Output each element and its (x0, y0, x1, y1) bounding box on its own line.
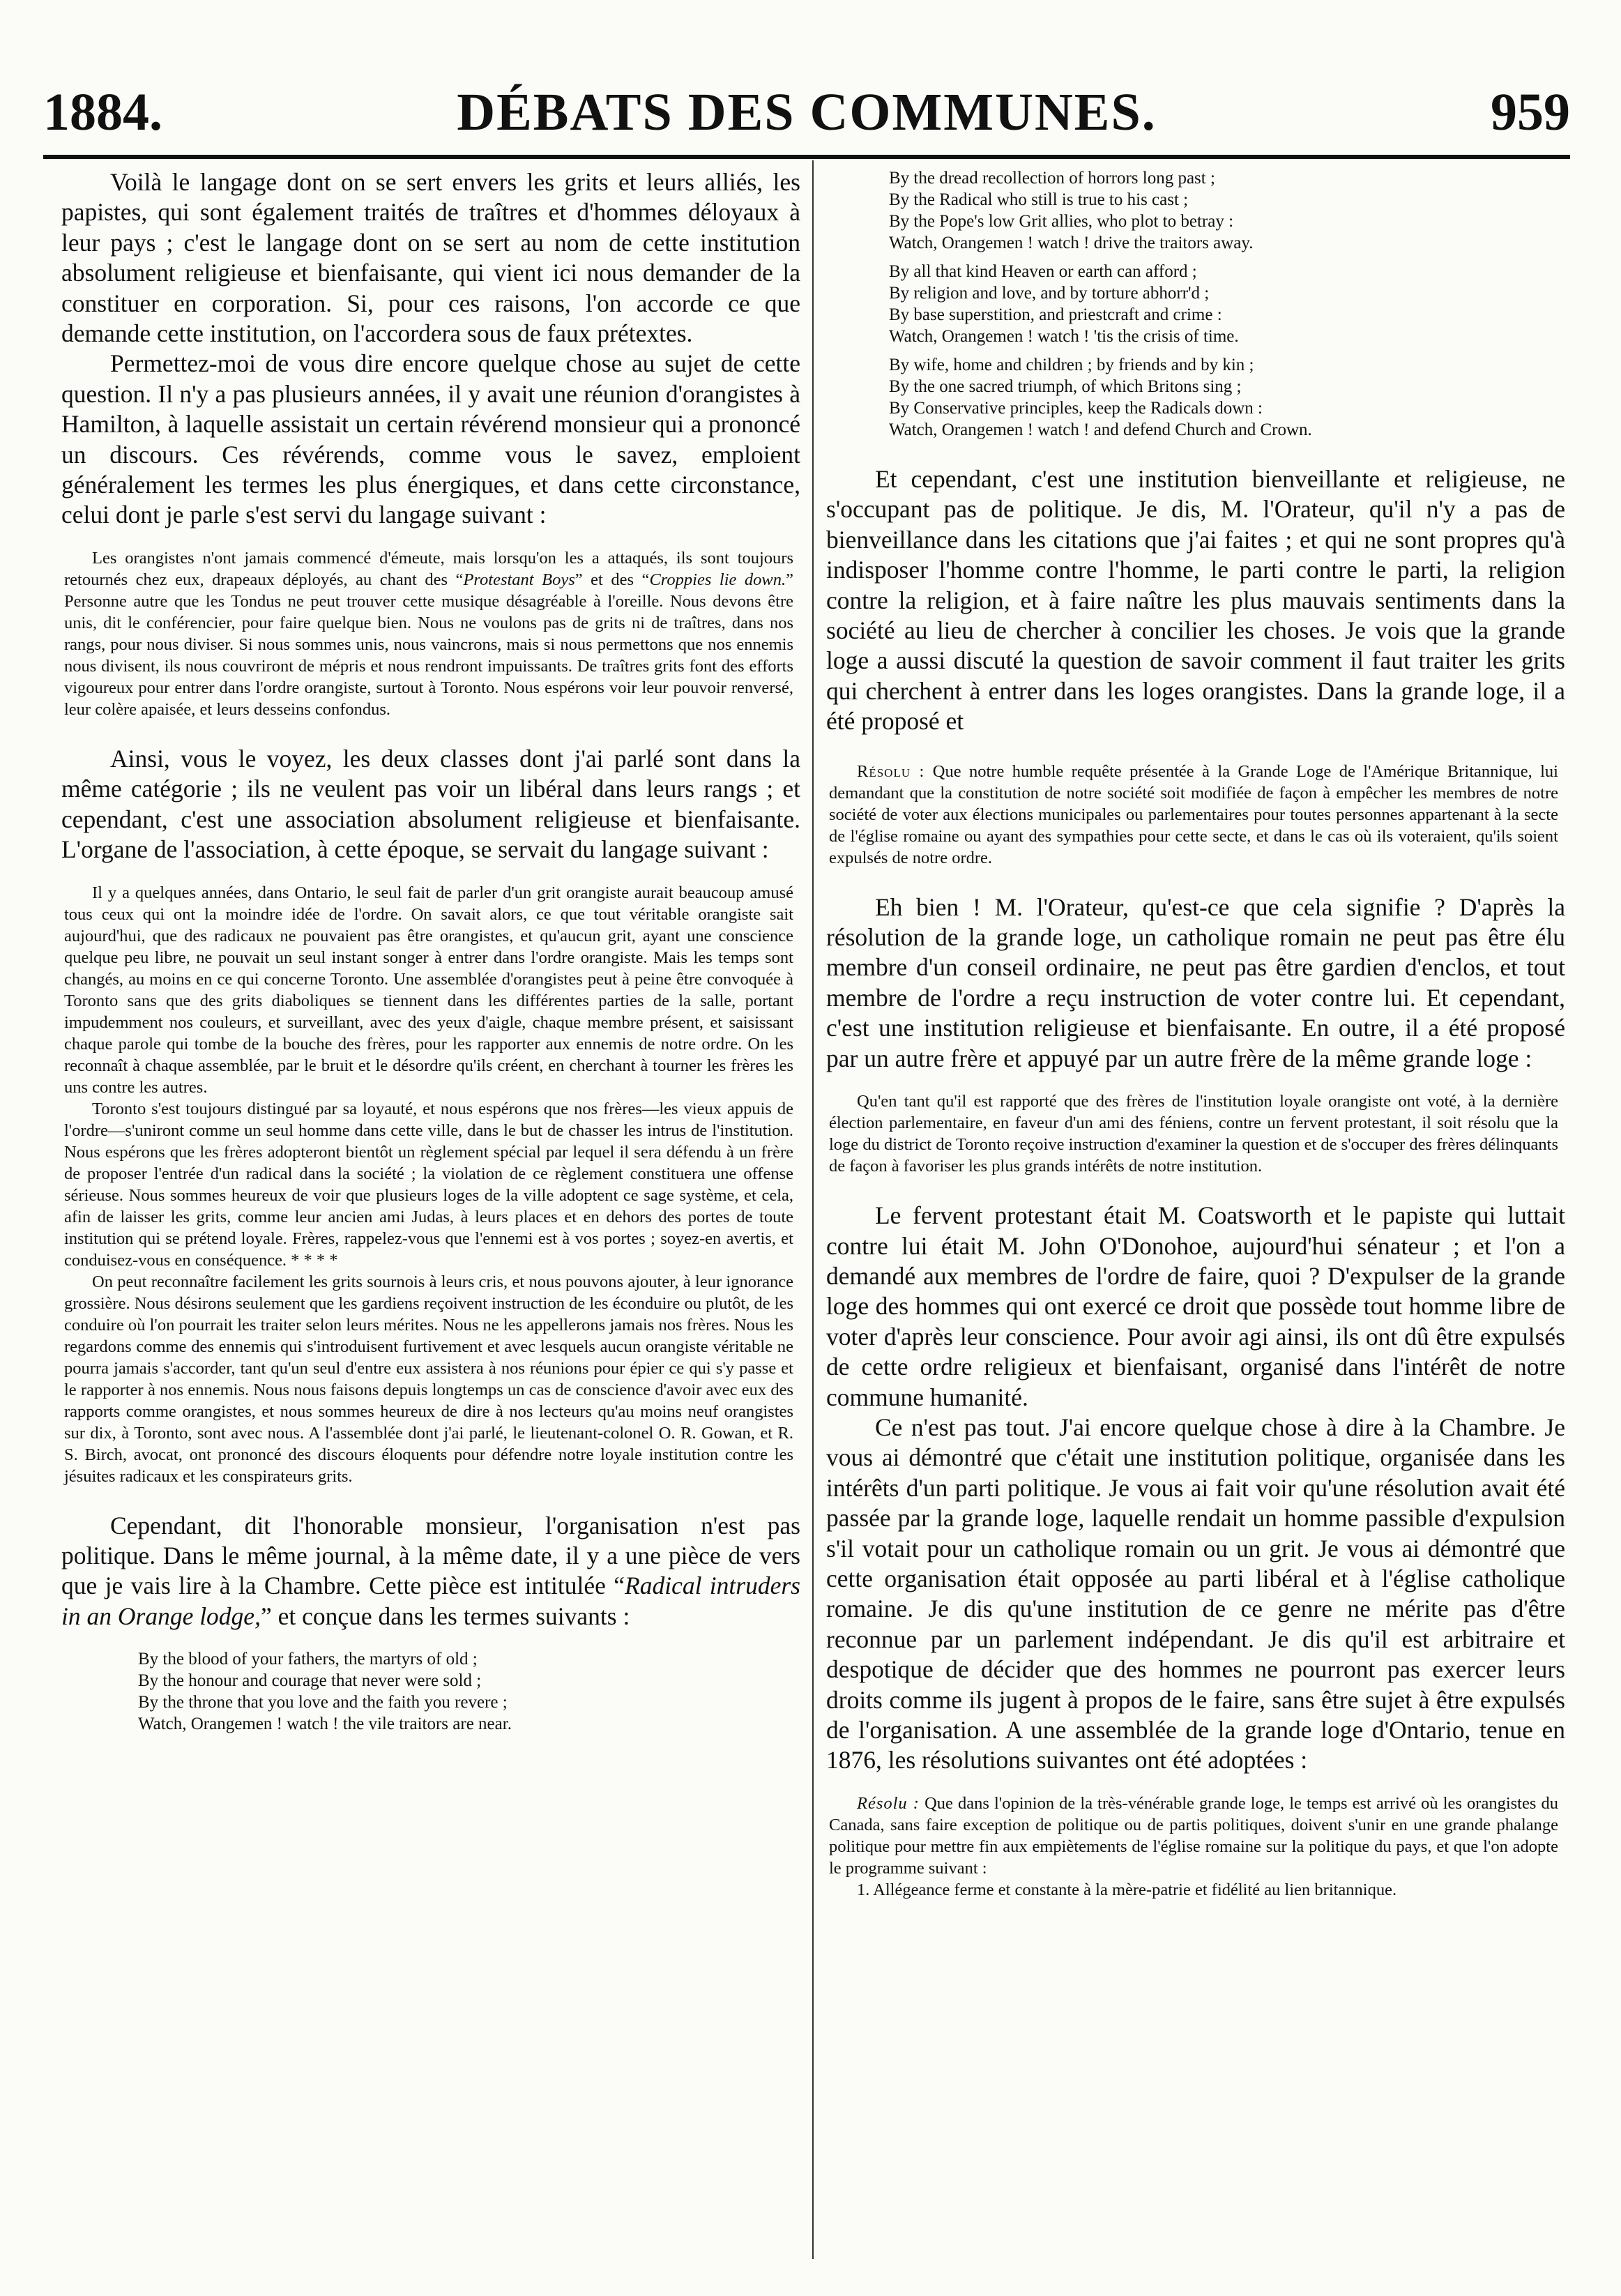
song-title: Croppies lie down. (649, 570, 786, 589)
resolution-item: 1. Allégeance ferme et constante à la mère-patrie et fidélité au lien britannique. (857, 1880, 1397, 1899)
paragraph: Eh bien ! M. l'Orateur, qu'est-ce que cela signifie ? D'après la résolution de la grande loge, un catholique romain ne peut pas être élu membre d'un conseil ordinaire, ne peut pas être gardien d'enclos, et tout membre de l'ordre a reçu instruction de voter contre lui. Et cependant, c'est une institution religieuse et bienfaisante. En outre, il a été proposé par un autre frère et appuyé par un autre frère de la même grande loge : (826, 892, 1565, 1072)
verse-line: Watch, Orangemen ! watch ! and defend Church and Crown. (889, 420, 1312, 439)
quotation: On peut reconnaître facilement les grits sournois à leurs cris, et nous pouvons ajouter, à leur ignorance grossière. Nous désirons seulement que les gardiens reçoivent instruction de les éconduire ou plutôt, de les conduire où l'on pourrait les traiter selon leurs mérites. Nous ne les appellerons jamais nos frères. Nous les regardons comme des ennemis qui s'introduisent furtivement et avec lesquels aucun orangiste véritable ne pourra jamais s'accorder, tant qu'un seul d'entre eux assistera à nos réunions pour épier ce qui s'y passe et le rapporter à nos ennemis. Nous nous faisons depuis longtemps un cas de conscience d'avoir avec eux des rapports comme orangistes, et nous sommes heureux de dire à nos lecteurs qu'au moins neuf orangistes sur dix, à Toronto, sont avec nous. A l'assemblée dont j'ai parlé, le lieutenant-colonel O. R. Gowan, et R. S. Birch, avocat, ont prononcé des discours éloquents pour défendre notre loyale institution contre les jésuites radicaux et les conspirateurs grits. (64, 1272, 793, 1486)
verse-line: Watch, Orangemen ! watch ! the vile traitors are near. (138, 1715, 512, 1734)
verse-line: By Conservative principles, keep the Radicals down : (889, 399, 1263, 418)
verse-line: By the throne that you love and the faith you revere ; (138, 1693, 508, 1712)
resolution-label: Résolu : (857, 1793, 920, 1813)
verse-line: By the dread recollection of horrors long past ; (889, 169, 1215, 188)
verse-line: By all that kind Heaven or earth can afford ; (889, 262, 1197, 281)
paragraph: Permettez-moi de vous dire encore quelque chose au sujet de cette question. Il n'y a pas plusieurs années, il y avait une réunion d'orangistes à Hamilton, à laquelle assistait un certain révérend monsieur qui a prononcé un discours. Ces révérends, comme vous le savez, emploient généralement les termes les plus énergiques, et dans cette circonstance, celui dont je parle s'est servi du langage suivant : (61, 349, 800, 529)
verse-line: Watch, Orangemen ! watch ! drive the traitors away. (889, 234, 1254, 252)
page-header (43, 82, 1570, 152)
verse-line: By the blood of your fathers, the martyrs of old ; (138, 1650, 478, 1669)
verse-line: Watch, Orangemen ! watch ! 'tis the crisis of time. (889, 327, 1239, 346)
verse-line: By base superstition, and priestcraft and crime : (889, 305, 1222, 324)
right-column (826, 167, 1565, 1901)
resolution: Résolu : Que dans l'opinion de la très-vénérable grande loge, le temps est arrivé où les orangistes du Canada, sans faire exception de politique ou de partis politiques, doivent s'unir en une grande phalange politique pour mettre fin aux empiètements de l'église romaine sur la politique du pays, et que l'on adopte le programme suivant : (829, 1793, 1559, 1878)
paragraph: Voilà le langage dont on se sert envers les grits et leurs alliés, les papistes, qui sont également traités de traîtres et d'hommes déloyaux à leur pays ; c'est le langage dont on se sert au nom de cette institution absolument religieuse et bienfaisante, qui vient ici nous demander de la constituer en corporation. Si, pour ces raisons, l'on accorde ce que demande cette institution, on l'accordera sous de faux prétextes. (61, 168, 800, 348)
resolution-label: Résolu : (857, 761, 925, 781)
quotation: Toronto s'est toujours distingué par sa loyauté, et nous espérons que nos frères—les vieux appuis de l'ordre—s'uniront comme un seul homme dans cette ville, dans le but de chasser les intrus de l'institution. Nous espérons que les frères adopteront bientôt un règlement spécial par lequel il sera défendu à un frère de proposer l'entrée d'un radical dans la société ; la violation de ce règlement constituera une offense sérieuse. Nous sommes heureux de voir que plusieurs loges de la ville adoptent ce sage système, et cela, afin de laisser les grits, comme leur ancien ami Judas, à leurs places et en dehors des portes de toute institution qui se prétend loyale. Frères, rappelez-vous que l'ennemi est à vos portes ; soyez-en avertis, et conduisez-vous en conséquence. * * * * (64, 1099, 793, 1270)
paragraph: Et cependant, c'est une institution bienveillante et religieuse, ne s'occupant pas de politique. Je dis, M. l'Orateur, qu'il n'y a pas de bienveillance dans les citations que j'ai faites ; et qui ne sont propres qu'à indisposer l'homme contre l'homme, le parti contre le parti, la religion contre la religion, et à faire naître les plus mauvais sentiments dans la société au lieu de chercher à concilier les choses. Je vois que la grande loge a aussi discuté la question de savoir comment il faut traiter les grits qui cherchent à entrer dans les loges orangistes. Dans la grande loge, il a été proposé et (826, 465, 1565, 736)
verse-stanza (61, 1648, 800, 1735)
verse-stanza (826, 261, 1565, 347)
verse-stanza (826, 167, 1565, 254)
header-year: 1884. (43, 83, 162, 142)
verse-line: By the honour and courage that never were sold ; (138, 1671, 482, 1691)
header-title: DÉBATS DES COMMUNES. (457, 83, 1157, 142)
verse-line: By the Radical who still is true to his cast ; (889, 190, 1189, 209)
verse-line: By religion and love, and by torture abhorr'd ; (889, 284, 1210, 303)
verse-line: By wife, home and children ; by friends and by kin ; (889, 356, 1254, 374)
paragraph: Ce n'est pas tout. J'ai encore quelque chose à dire à la Chambre. Je vous ai démontré que c'était une institution politique, organisée dans les intérêts d'un parti politique. Je vous ai fait voir qu'une résolution avait été passée par la grande loge, laquelle rendait un homme passible d'expulsion s'il votait pour un catholique romain ou un grit. Je vous ai démontré que cette organisation était opposée au parti libéral et à l'église catholique romaine. Je dis qu'une institution de ce genre ne mérite pas d'être reconnue par un parlement indépendant. Je dis qu'il est arbitraire et despotique de décider que des hommes ne pourront pas exercer leurs droits comme ils jugent à propos de le faire, sans être sujet à être expulsés de l'organisation. A une assemblée de la grande loge d'Ontario, tenue en 1876, les résolutions suivantes ont été adoptées : (826, 1413, 1565, 1774)
song-title: Protestant Boys (463, 570, 575, 589)
paragraph: Cependant, dit l'honorable monsieur, l'organisation n'est pas politique. Dans le même journal, à la même date, il y a une pièce de vers que je vais lire à la Chambre. Cette pièce est intitulée “Radical intruders in an Orange lodge,” et conçue dans les termes suivants : (61, 1511, 800, 1630)
resolution: Résolu : Que notre humble requête présentée à la Grande Loge de l'Amérique Britannique, lui demandant que la constitution de notre société soit modifiée de façon à empêcher les membres de notre société de voter aux élections municipales ou parlementaires pour toutes personnes appartenant à la secte de l'église romaine ou ayant des sympathies pour cette secte, et dans le cas où ils voteraient, qu'ils soient expulsés de notre ordre. (829, 761, 1558, 867)
quotation: Qu'en tant qu'il est rapporté que des frères de l'institution loyale orangiste ont voté, à la dernière élection parlementaire, en faveur d'un ami des féniens, contre un fervent protestant, il soit résolu que la loge du district de Toronto reçoive instruction d'examiner la question et de s'occuper des frères délinquants de façon à favoriser les plus grands intérêts de notre institution. (829, 1092, 1558, 1176)
column-divider (812, 160, 814, 2259)
verse-line: By the Pope's low Grit allies, who plot to betray : (889, 212, 1234, 231)
paragraph: Le fervent protestant était M. Coatsworth et le papiste qui luttait contre lui était M. John O'Donohoe, aujourd'hui sénateur ; et l'on a demandé aux membres de l'ordre de faire, quoi ? D'expulser de la grande loge des hommes qui ont exercé ce droit que possède tout homme libre de voter d'après leur conscience. Pour avoir agi ainsi, ils ont dû être expulsés de cette ordre religieux et bienfaisant, organisé dans l'intérêt de notre commune humanité. (826, 1201, 1565, 1411)
page-number: 959 (1491, 83, 1570, 142)
header-rule (43, 155, 1570, 159)
quotation: Il y a quelques années, dans Ontario, le seul fait de parler d'un grit orangiste aurait beaucoup amusé tous ceux qui ont la moindre idée de l'ordre. On savait alors, ce que tout véritable orangiste sait aujourd'hui, que des radicaux ne pouvaient pas être orangistes, et qu'aucun grit, ayant une conscience quelque peu libre, ne pouvait un seul instant songer à entrer dans l'ordre orangiste. Mais les temps sont changés, au moins en ce qui concerne Toronto. Une assemblée d'orangistes peut à peine être convoquée à Toronto sans que des grits diaboliques se tiennent dans les différentes parties de la salle, portant impudemment nos couleurs, et surveillant, avec des yeux d'aigle, chaque membre présent, et saisissant chaque parole qui tombe de la bouche des frères, pour les rapporter aux ennemis de notre ordre. On les reconnaît à chaque assemblée, par le bruit et le désordre qu'ils créent, en cherchant à tourner les frères les uns contre les autres. (64, 883, 793, 1097)
verse-line: By the one sacred triumph, of which Britons sing ; (889, 377, 1242, 396)
poem-title: Radical intruders in an Orange lodge, (61, 1572, 800, 1630)
verse-stanza (826, 354, 1565, 441)
quotation: Les orangistes n'ont jamais commencé d'émeute, mais lorsqu'on les a attaqués, ils sont toujours retournés chez eux, drapeaux déployés, au chant des “Protestant Boys” et des “Croppies lie down.” Personne autre que les Tondus ne peut trouver cette musique désagréable à l'oreille. Nous devons être unis, dit le conférencier, pour faire quelque bien. Nous ne voulons pas de grits ni de traîtres, dans nos rangs, pour nous diviser. Si nous sommes unis, nous vaincrons, mais si nous permettons que nos ennemis nous divisent, ils nous couvriront de mépris et nous rendront impuissants. De traîtres grits font des efforts vigoureux pour entrer dans l'ordre orangiste, surtout à Toronto. Nous espérons voir leur pouvoir renversé, leur colère apaisée, et leurs desseins confondus. (64, 548, 793, 719)
left-column (61, 167, 800, 1742)
paragraph: Ainsi, vous le voyez, les deux classes dont j'ai parlé sont dans la même catégorie ; ils ne veulent pas voir un libéral dans leurs rangs ; et cependant, c'est une association absolument religieuse et bienfaisante. L'organe de l'association, à cette époque, se servait du langage suivant : (61, 744, 800, 864)
